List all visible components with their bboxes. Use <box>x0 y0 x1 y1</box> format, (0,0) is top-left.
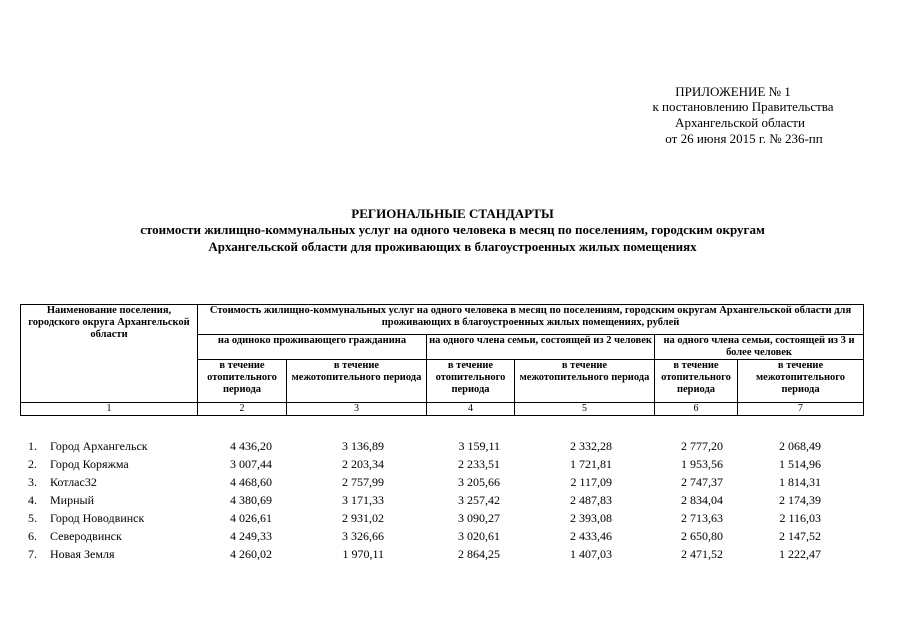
cost-value: 3 090,27 <box>458 511 500 525</box>
header-heating-period: в течение отопительного периода <box>427 360 515 403</box>
cost-value: 2 203,34 <box>342 457 384 471</box>
cost-value: 1 970,11 <box>342 547 384 561</box>
cost-value: 2 068,49 <box>779 439 821 453</box>
row-index: 1. <box>28 439 37 453</box>
appendix-title: ПРИЛОЖЕНИЕ № 1 <box>675 84 791 99</box>
table-row <box>20 509 863 527</box>
cost-value: 4 380,69 <box>230 493 272 507</box>
cost-value: 2 117,09 <box>570 475 612 489</box>
document-subtitle-line2: Архангельской области для проживающих в благоустроенных жилых помещениях <box>208 239 697 254</box>
settlement-name: Мирный <box>50 493 94 507</box>
column-number: 7 <box>738 403 864 416</box>
appendix-region: Архангельской области <box>675 115 805 130</box>
header-heating-period: в течение отопительного периода <box>655 360 738 403</box>
cost-value: 1 407,03 <box>570 547 612 561</box>
cost-value: 2 233,51 <box>458 457 500 471</box>
column-number: 5 <box>515 403 655 416</box>
cost-value: 2 777,20 <box>681 439 723 453</box>
cost-value: 2 834,04 <box>681 493 723 507</box>
cost-value: 2 931,02 <box>342 511 384 525</box>
appendix-decree: к постановлению Правительства <box>652 99 834 114</box>
table-row <box>20 473 863 491</box>
row-index: 6. <box>28 529 37 543</box>
settlement-name: Котлас32 <box>50 475 97 489</box>
header-non-heating-period: в течение межотопительного периода <box>738 360 864 403</box>
cost-value: 4 468,60 <box>230 475 272 489</box>
table-header <box>20 304 864 416</box>
table-row <box>20 491 863 509</box>
settlement-name: Город Новодвинск <box>50 511 145 525</box>
cost-value: 3 136,89 <box>342 439 384 453</box>
appendix-date: от 26 июня 2015 г. № 236-пп <box>665 131 823 146</box>
table-row <box>20 455 863 473</box>
header-settlement-name: Наименование поселения, городского округа Архангельской области <box>21 305 198 403</box>
cost-value: 3 326,66 <box>342 529 384 543</box>
cost-value: 2 116,03 <box>779 511 821 525</box>
cost-value: 3 205,66 <box>458 475 500 489</box>
cost-value: 3 007,44 <box>230 457 272 471</box>
cost-value: 2 713,63 <box>681 511 723 525</box>
data-table <box>20 437 863 563</box>
column-number: 1 <box>21 403 198 416</box>
cost-value: 2 147,52 <box>779 529 821 543</box>
header-heating-period: в течение отопительного периода <box>198 360 287 403</box>
header-non-heating-period: в течение межотопительного периода <box>287 360 427 403</box>
cost-value: 2 757,99 <box>342 475 384 489</box>
row-index: 5. <box>28 511 37 525</box>
settlement-name: Город Архангельск <box>50 439 148 453</box>
cost-value: 1 222,47 <box>779 547 821 561</box>
cost-value: 3 171,33 <box>342 493 384 507</box>
cost-value: 4 436,20 <box>230 439 272 453</box>
cost-value: 1 721,81 <box>570 457 612 471</box>
cost-value: 2 393,08 <box>570 511 612 525</box>
cost-value: 2 433,46 <box>570 529 612 543</box>
cost-value: 1 814,31 <box>779 475 821 489</box>
table-row <box>20 545 863 563</box>
column-number: 3 <box>287 403 427 416</box>
cost-value: 4 260,02 <box>230 547 272 561</box>
cost-value: 2 471,52 <box>681 547 723 561</box>
cost-value: 3 159,11 <box>458 439 500 453</box>
table-row <box>20 527 863 545</box>
cost-value: 4 026,61 <box>230 511 272 525</box>
cost-value: 2 650,80 <box>681 529 723 543</box>
cost-value: 2 174,39 <box>779 493 821 507</box>
document-subtitle-line1: стоимости жилищно-коммунальных услуг на одного человека в месяц по поселениям, городским округам <box>140 222 765 237</box>
header-group-two: на одного члена семьи, состоящей из 2 человек <box>427 335 655 360</box>
row-index: 3. <box>28 475 37 489</box>
header-group-single: на одиноко проживающего гражданина <box>198 335 427 360</box>
header-cost: Стоимость жилищно-коммунальных услуг на одного человека в месяц по поселениям, городским округам Архангельской области для проживающих в благоустроенных жилых помещениях, рублей <box>198 305 864 335</box>
row-index: 4. <box>28 493 37 507</box>
cost-value: 3 257,42 <box>458 493 500 507</box>
cost-value: 2 747,37 <box>681 475 723 489</box>
row-index: 2. <box>28 457 37 471</box>
cost-value: 1 953,56 <box>681 457 723 471</box>
settlement-name: Новая Земля <box>50 547 115 561</box>
settlement-name: Северодвинск <box>50 529 122 543</box>
cost-value: 2 332,28 <box>570 439 612 453</box>
column-number: 2 <box>198 403 287 416</box>
cost-value: 2 864,25 <box>458 547 500 561</box>
document-title: РЕГИОНАЛЬНЫЕ СТАНДАРТЫ <box>351 206 554 221</box>
settlement-name: Город Коряжма <box>50 457 129 471</box>
cost-value: 1 514,96 <box>779 457 821 471</box>
row-index: 7. <box>28 547 37 561</box>
cost-value: 3 020,61 <box>458 529 500 543</box>
header-group-three-plus: на одного члена семьи, состоящей из 3 и более человек <box>655 335 864 360</box>
cost-value: 4 249,33 <box>230 529 272 543</box>
cost-value: 2 487,83 <box>570 493 612 507</box>
table-row <box>20 437 863 455</box>
header-non-heating-period: в течение межотопительного периода <box>515 360 655 403</box>
column-number: 4 <box>427 403 515 416</box>
column-number: 6 <box>655 403 738 416</box>
